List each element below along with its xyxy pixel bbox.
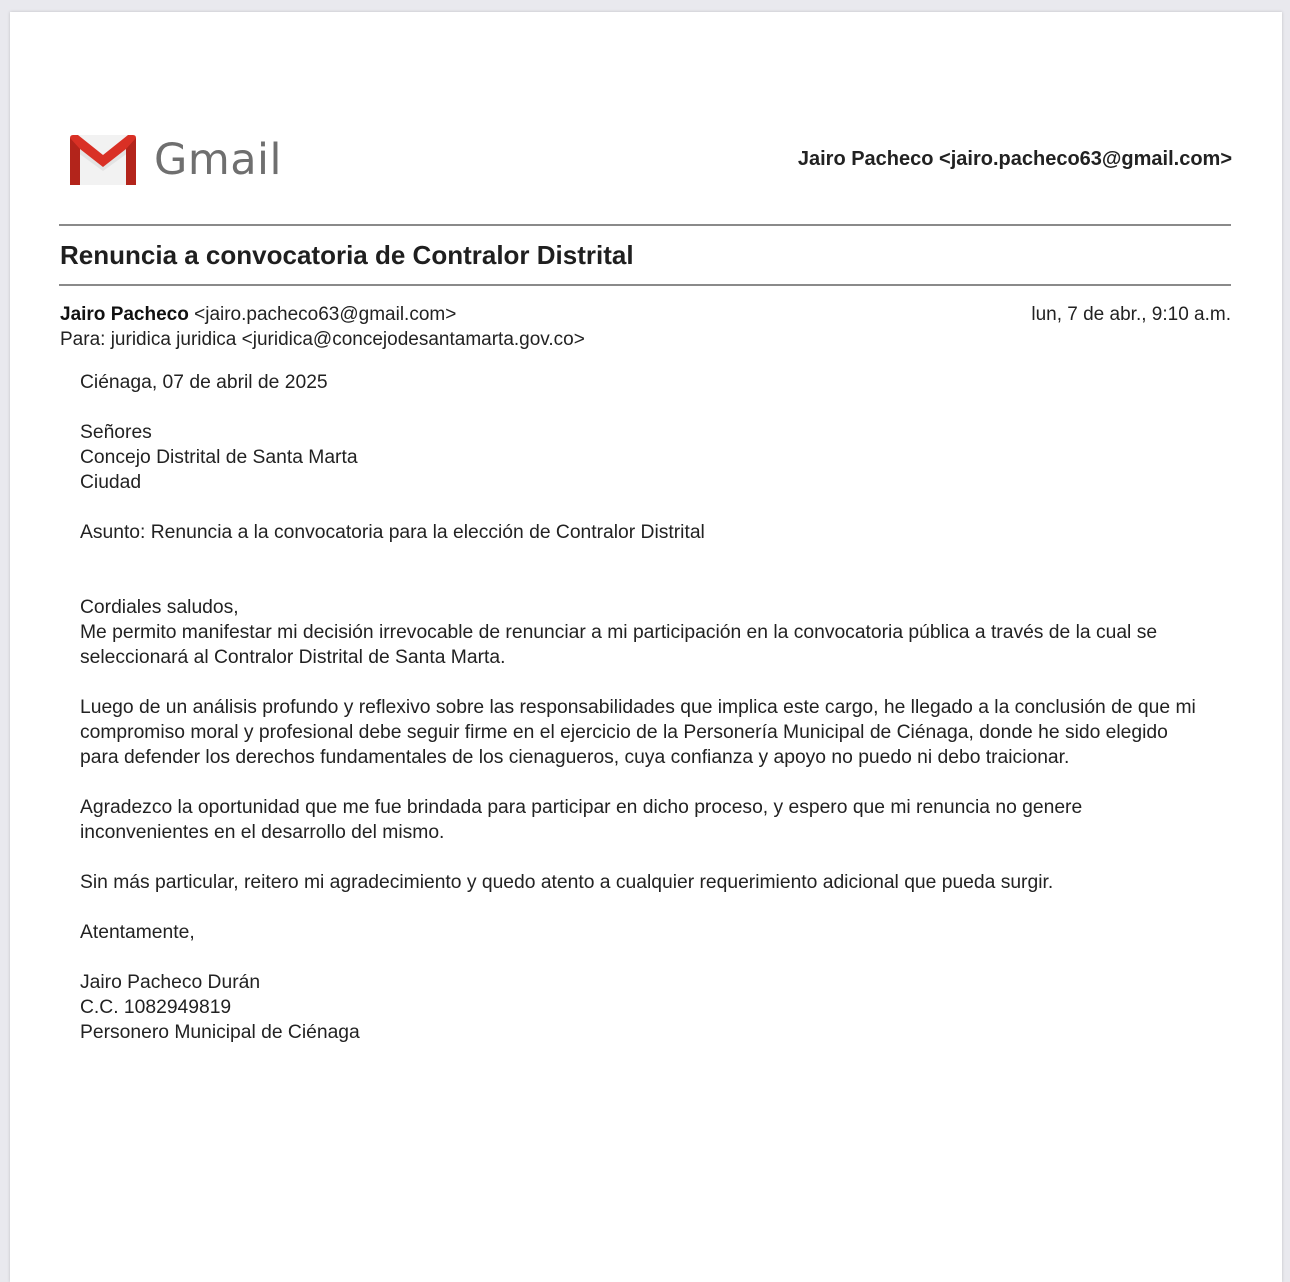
signature-title: Personero Municipal de Ciénaga [80,1022,360,1043]
paragraph-4: Sin más particular, reitero mi agradecimiento y quedo atento a cualquier requerimiento adicional que pueda surgir. [80,872,1054,893]
subject-divider [59,284,1231,286]
to-label: Para: [60,329,106,350]
paragraph-2: Luego de un análisis profundo y reflexivo sobre las responsabilidades que implica este cargo, he llegado a la conclusión de que mi compromiso moral y profesional debe seguir firme en el ejercicio de la Personería Municipal de Ciénaga, donde he sido elegido para defender los derechos fundamentales de los cienagueros, cuya confianza y apoyo no puedo ni debo traicionar. [80,697,1196,768]
gmail-m-icon [68,133,138,187]
recipient-line-2: Concejo Distrital de Santa Marta [80,447,358,468]
message-date: lun, 7 de abr., 9:10 a.m. [1031,304,1231,325]
sender-email: <jairo.pacheco63@gmail.com> [194,304,457,325]
greeting: Cordiales saludos, [80,597,239,618]
account-email: Jairo Pacheco <jairo.pacheco63@gmail.com> [797,148,1232,170]
paragraph-3: Agradezco la oportunidad que me fue brindada para participar en dicho proceso, y espero que mi renuncia no genere inconvenientes en el desarrollo del mismo. [80,797,1083,843]
email-print-page [10,12,1282,1282]
print-header [60,130,1232,190]
message-body [80,370,1210,1045]
recipient-line-3: Ciudad [80,472,142,493]
email-subject: Renuncia a convocatoria de Contralor Distrital [60,240,634,270]
sender-name: Jairo Pacheco [60,304,189,325]
gmail-logo [68,130,282,190]
to-value: juridica juridica <juridica@concejodesantamarta.gov.co> [110,329,585,350]
closing: Atentamente, [80,922,195,943]
paragraph-1: Me permito manifestar mi decisión irrevocable de renunciar a mi participación en la convocatoria pública a través de la cual se seleccionará al Contralor Distrital de Santa Marta. [80,622,1158,668]
signature-name: Jairo Pacheco Durán [80,972,261,993]
letter-subject: Asunto: Renuncia a la convocatoria para la elección de Contralor Distrital [80,522,705,543]
signature-id: C.C. 1082949819 [80,997,232,1018]
gmail-wordmark: Gmail [154,135,282,185]
recipient-line-1: Señores [80,422,152,443]
header-divider [59,224,1231,226]
recipient-line [60,327,1231,352]
message-meta [60,302,1231,352]
place-date: Ciénaga, 07 de abril de 2025 [80,372,328,393]
